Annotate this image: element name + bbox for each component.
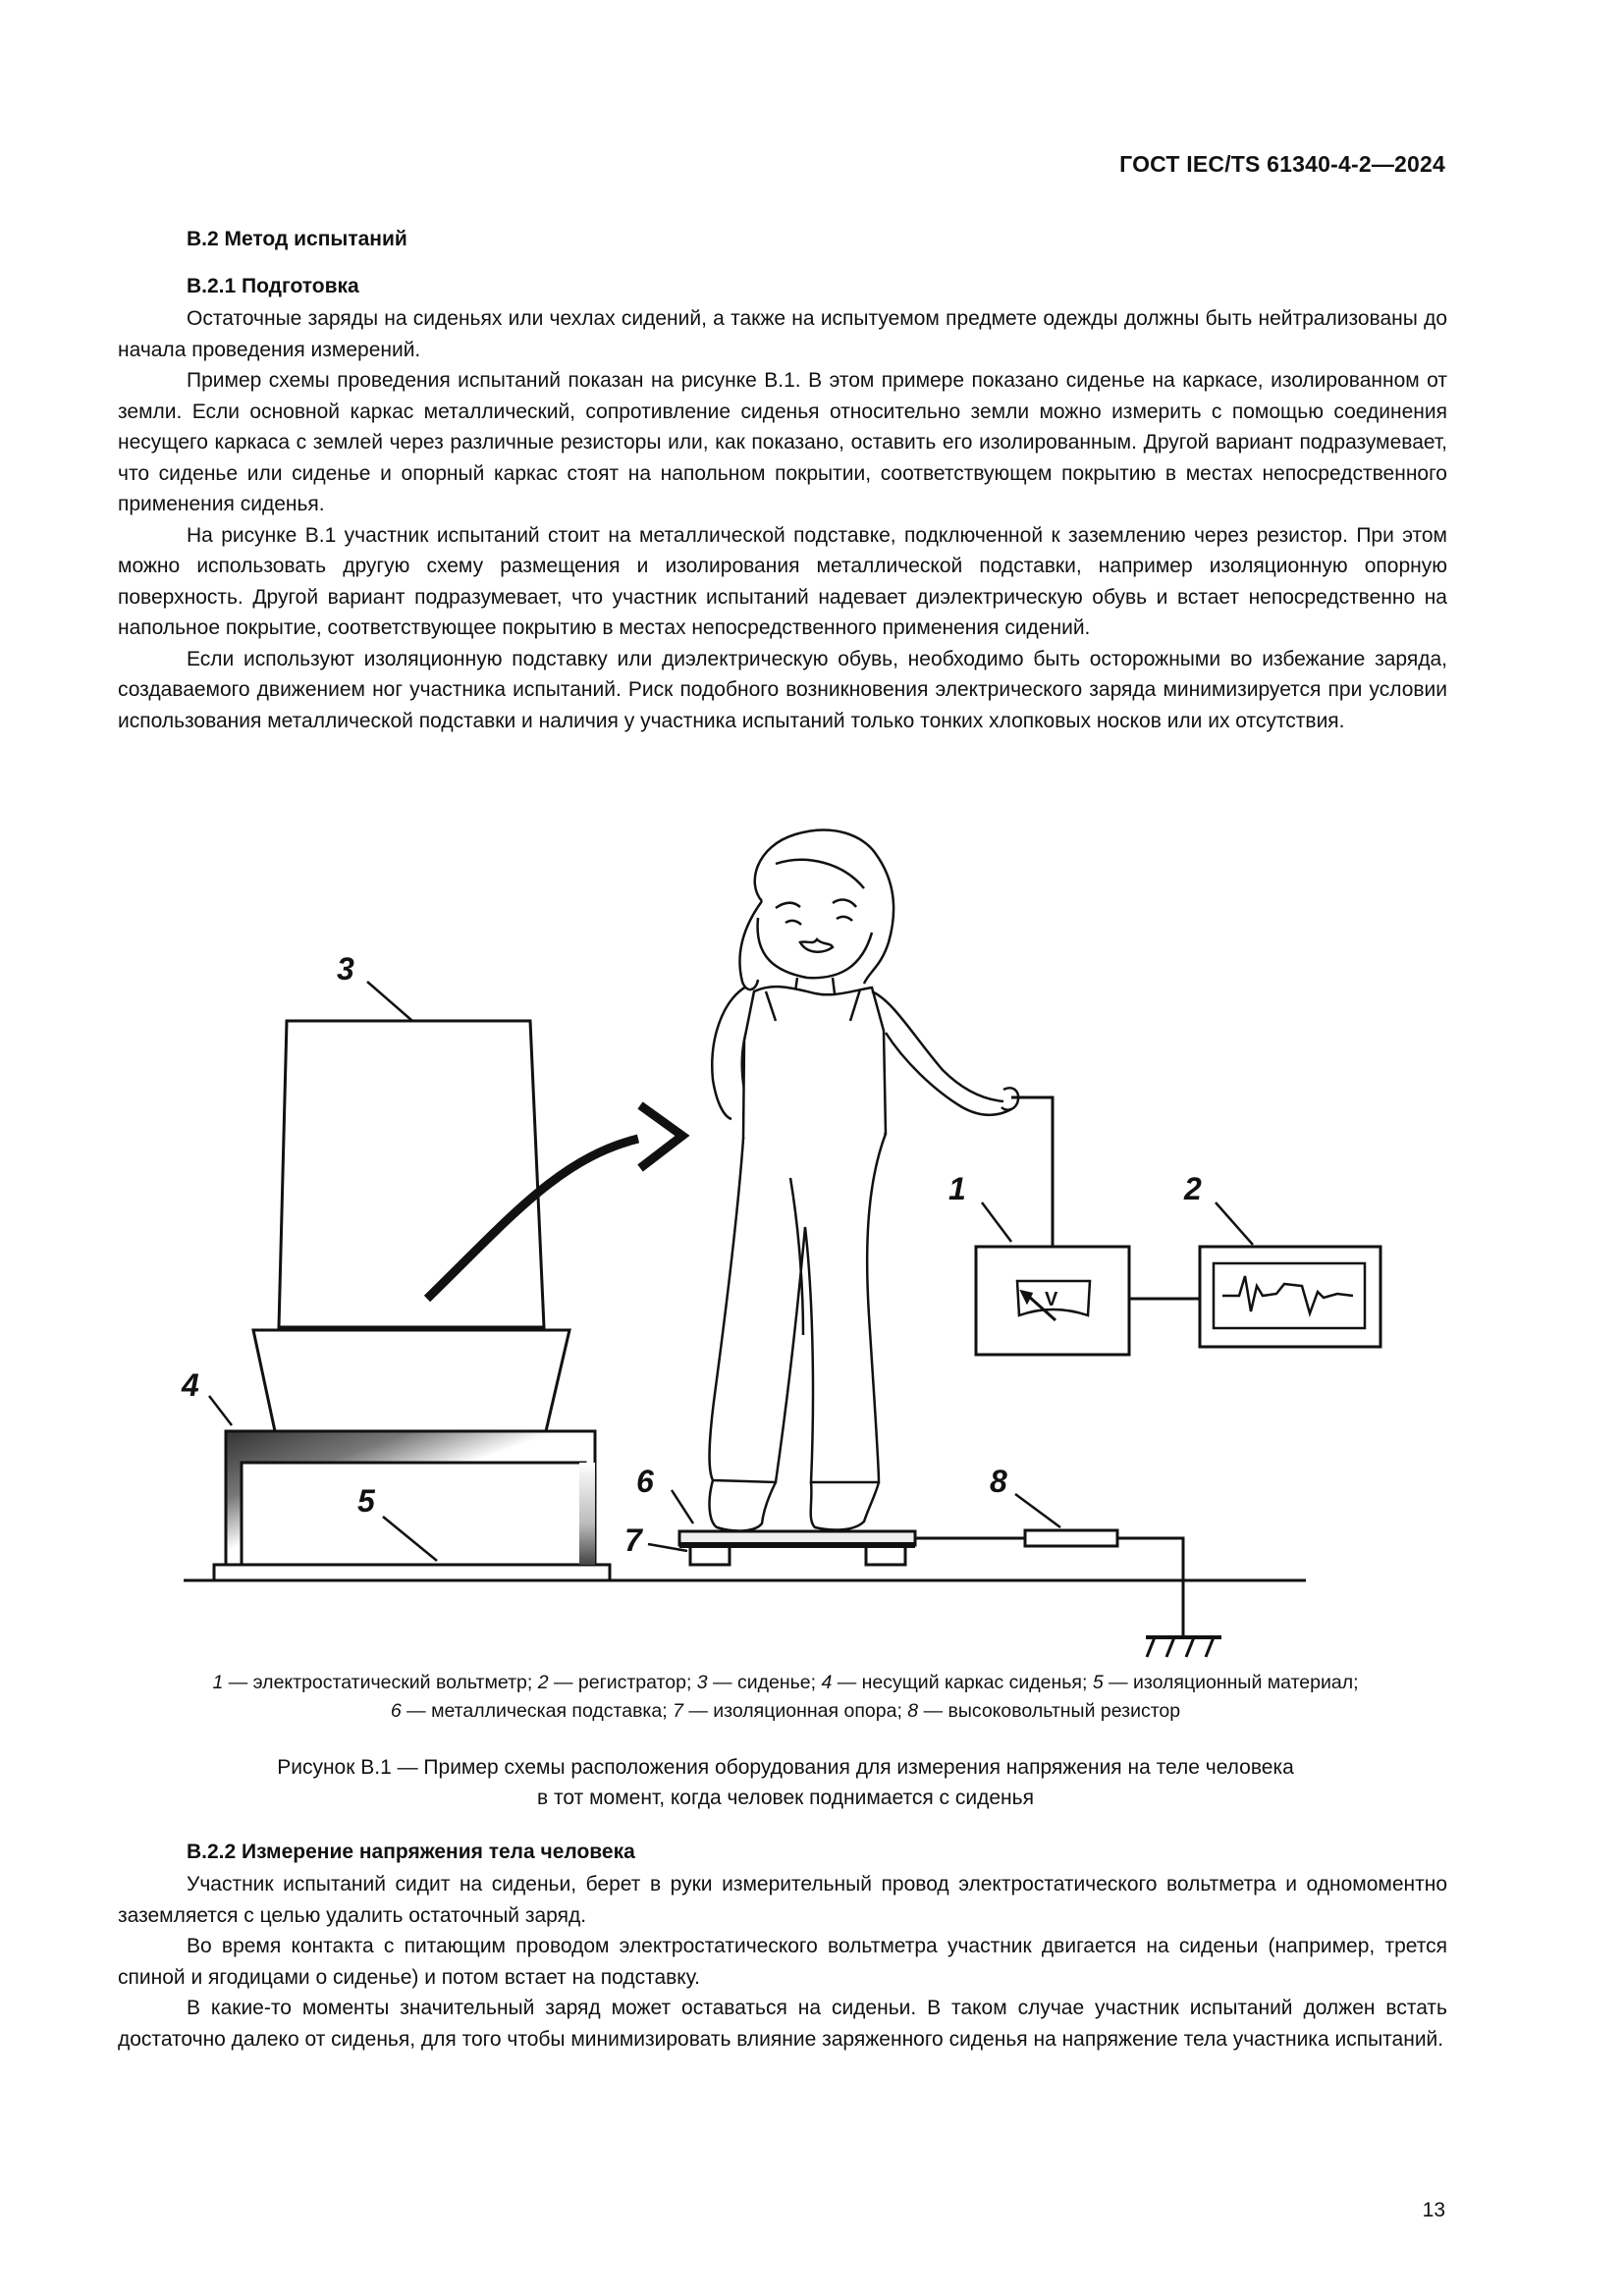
section-b21-title: B.2.1 Подготовка	[187, 275, 359, 297]
legend-line-2	[108, 1697, 1463, 1726]
legend-text: — металлическая подставка;	[401, 1700, 674, 1722]
insulating-material	[242, 1463, 585, 1565]
paragraph: Остаточные заряды на сиденьях или чехлах сидений, а также на испытуемом предмете одежды должны быть нейтрализованы до начала проведения измерений.	[118, 307, 1447, 361]
legend-number: 3	[696, 1672, 708, 1693]
seat-base	[214, 1565, 610, 1580]
legend-number: 1	[212, 1672, 224, 1693]
figure-label-4: 4	[182, 1367, 199, 1403]
legend-text: — электростатический вольтметр;	[223, 1672, 538, 1693]
figure-label-5: 5	[357, 1483, 375, 1519]
paragraph: В какие-то моменты значительный заряд может оставаться на сиденьи. В таком случае участник испытаний должен встать достаточно далеко от сиденья, для того чтобы минимизировать влияние заряженного сиденья на напряжение тела участника испытаний.	[118, 1997, 1447, 2051]
legend-number: 7	[673, 1700, 683, 1722]
seat-bowl	[253, 1330, 569, 1431]
paragraph: Пример схемы проведения испытаний показан на рисунке B.1. В этом примере показано сиденье на каркасе, изолированном от земли. Если основной каркас металлический, сопротивление сиденья относительно земли можно измерить с помощью соединения несущего каркаса с землей через различные резисторы или, как показано, оставить его изолированным. Другой вариант подразумевает, что сиденье или сиденье и опорный каркас стоят на напольном покрытии, соответствующем покрытию в местах непосредственного применения сиденья.	[118, 369, 1447, 515]
figure-label-8: 8	[990, 1464, 1007, 1499]
paragraph: Во время контакта с питающим проводом электростатического вольтметра участник двигается на сиденьи (например, трется спиной и ягодицами о сиденье) и потом встает на подставку.	[118, 1935, 1447, 1989]
legend-number: 4	[821, 1672, 833, 1693]
figure-legend	[108, 1669, 1463, 1726]
legend-number: 6	[390, 1700, 402, 1722]
legend-number: 5	[1092, 1672, 1104, 1693]
figure-caption	[108, 1752, 1463, 1813]
section-b22-body	[118, 1869, 1447, 2055]
page-number: 13	[1422, 2199, 1445, 2221]
voltmeter-symbol: V	[1045, 1289, 1058, 1310]
legend-text: — несущий каркас сиденья;	[832, 1672, 1093, 1693]
legend-text: — высоковольтный резистор	[918, 1700, 1181, 1722]
legend-text: — изоляционная опора;	[682, 1700, 908, 1722]
figure-label-6: 6	[636, 1464, 654, 1499]
paragraph: Если используют изоляционную подставку или диэлектрическую обувь, необходимо быть осторожными во избежание заряда, создаваемого движением ног участника испытаний. Риск подобного возникновения электрического заряда минимизируется при условии использования металлической подставки и наличия у участника испытаний только тонких хлопковых носков или их отсутствия.	[118, 647, 1447, 732]
seat-backrest	[279, 1021, 544, 1327]
paragraph: Участник испытаний сидит на сиденьи, берет в руки измерительный провод электростатического вольтметра и одномоментно заземляется с целью удалить остаточный заряд.	[118, 1873, 1447, 1927]
section-b22-title: B.2.2 Измерение напряжения тела человека	[187, 1841, 635, 1863]
legend-text: — изоляционный материал;	[1103, 1672, 1359, 1693]
legend-number: 2	[537, 1672, 549, 1693]
section-b2-title: B.2 Метод испытаний	[187, 228, 407, 250]
figure-label-1: 1	[948, 1171, 966, 1206]
paragraph: На рисунке B.1 участник испытаний стоит на металлической подставке, подключенной к заземлению через резистор. При этом можно использовать другую схему размещения и изолирования металлической подставки, например изоляционную опорную поверхность. Другой вариант подразумевает, что участник испытаний надевает диэлектрическую обувь и встает непосредственно на напольное покрытие, соответствующее покрытию в местах непосредственного применения сидений.	[118, 523, 1447, 639]
legend-text: — сиденье;	[707, 1672, 822, 1693]
test-person	[710, 830, 1019, 1531]
figure-label-3: 3	[337, 951, 354, 987]
caption-line-1: Рисунок B.1 — Пример схемы расположения оборудования для измерения напряжения на теле человека	[277, 1756, 1294, 1779]
legend-text: — регистратор;	[548, 1672, 697, 1693]
legend-number: 8	[907, 1700, 919, 1722]
legend-line-1	[108, 1669, 1463, 1697]
figure-label-7: 7	[624, 1522, 642, 1558]
figure-label-2: 2	[1184, 1171, 1202, 1206]
document-code: ГОСТ IEC/TS 61340-4-2—2024	[1119, 151, 1445, 177]
caption-line-2: в тот момент, когда человек поднимается с сиденья	[537, 1787, 1034, 1809]
hv-resistor	[1025, 1530, 1117, 1546]
